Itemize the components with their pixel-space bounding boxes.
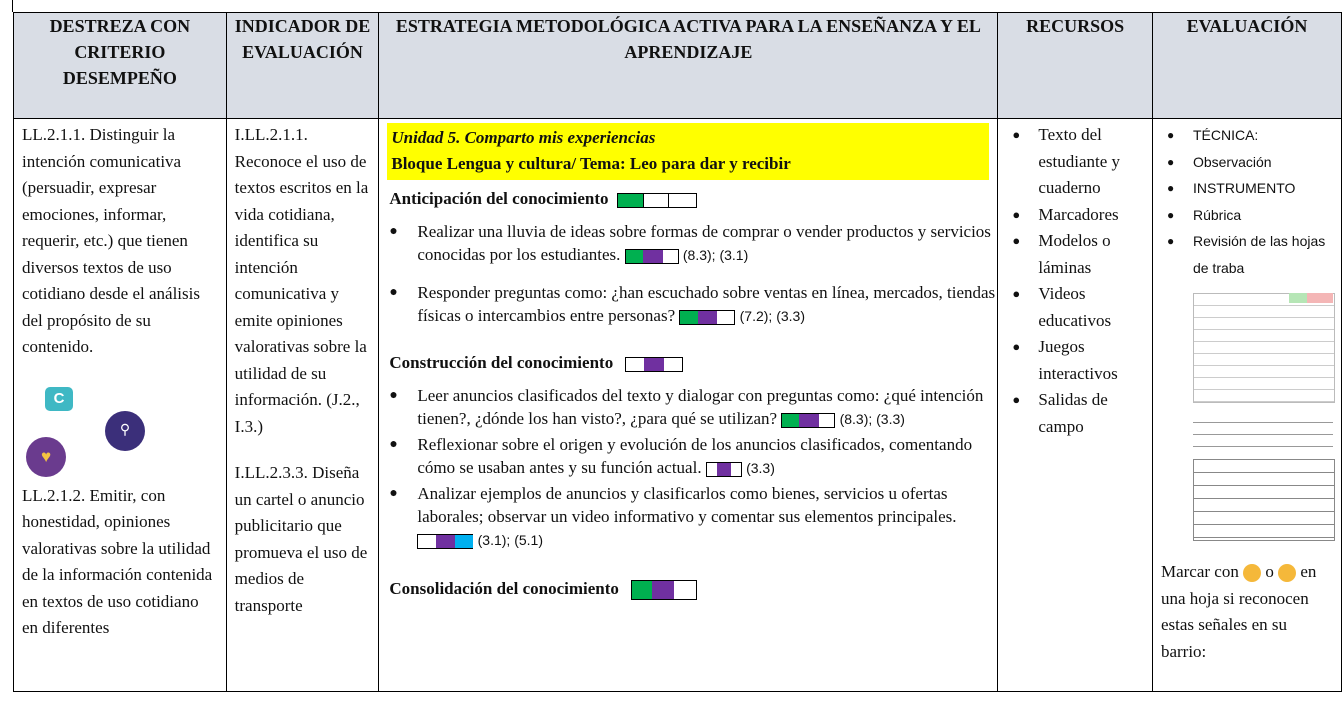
list-item: ● INSTRUMENTO — [1193, 175, 1333, 202]
c-logo-icon: C — [45, 387, 73, 411]
header-recursos: RECURSOS — [998, 13, 1153, 119]
anticipacion-heading — [389, 186, 997, 212]
indicador-p2: I.LL.2.3.3. Diseña un cartel o anuncio publicitario que promueva el uso de medios de transporte — [234, 463, 368, 615]
thumbs-down-icon — [1278, 564, 1296, 582]
progress-bar-icon — [706, 462, 742, 477]
consolidacion-heading — [389, 576, 997, 602]
list-item: ● Salidas de campo — [1038, 387, 1144, 440]
list-item: ● Responder preguntas como: ¿han escuchado sobre ventas en línea, mercados, tiendas físicas o intercambios entre personas? (7.2); (3.3) — [417, 281, 997, 328]
anticipacion-list — [379, 220, 997, 328]
list-item: ● Marcadores — [1038, 202, 1144, 229]
header-estrategia: ESTRATEGIA METODOLÓGICA ACTIVA PARA LA ENSEÑANZA Y EL APRENDIZAJE — [379, 13, 998, 119]
block-title: Bloque Lengua y cultura/ Tema: Leo para dar y recibir — [391, 154, 791, 173]
list-item: ● Videos educativos — [1038, 281, 1144, 334]
list-item: ● Rúbrica — [1193, 202, 1333, 229]
estrategia-cell — [379, 119, 998, 692]
evaluacion-cell — [1152, 119, 1341, 692]
destreza-p2: LL.2.1.2. Emitir, con honestidad, opiniones valorativas sobre la utilidad de la información contenida en textos de uso cotidiano en diferentes — [22, 485, 213, 637]
progress-bar-icon — [781, 413, 835, 428]
education-badge-icon: ♥ — [26, 437, 66, 477]
progress-bar-icon — [417, 534, 473, 549]
unit-banner — [387, 123, 989, 180]
indicador-cell — [226, 119, 379, 692]
construccion-label: Construcción del conocimiento — [389, 353, 614, 372]
destreza-cell — [14, 119, 227, 692]
rubric-thumbnail — [1193, 285, 1333, 543]
list-item: ● TÉCNICA: — [1193, 122, 1333, 149]
recursos-cell — [998, 119, 1153, 692]
recursos-list — [1006, 122, 1144, 440]
list-item: ● Juegos interactivos — [1038, 334, 1144, 387]
marcar-text: Marcar con o en una hoja si reconocen estas señales en su barrio: — [1160, 562, 1317, 661]
header-evaluacion: EVALUACIÓN — [1152, 13, 1341, 119]
indicador-p1: I.LL.2.1.1. Reconoce el uso de textos escritos en la vida cotidiana, identifica su intención comunicativa y emite opiniones valorativas sobre la utilidad de su información. (J.2., I.3.) — [234, 125, 369, 436]
consolidacion-label: Consolidación del conocimiento — [389, 579, 619, 598]
list-item: ● Texto del estudiante y cuaderno — [1038, 122, 1144, 202]
header-row — [14, 13, 1342, 119]
header-destreza: DESTREZA CON CRITERIO DESEMPEÑO — [14, 13, 227, 119]
list-item: ● Revisión de las hojas de traba — [1193, 228, 1333, 281]
evaluacion-list — [1161, 122, 1333, 281]
progress-bar-icon — [625, 357, 683, 372]
content-row — [14, 119, 1342, 692]
progress-bar-icon — [631, 580, 697, 600]
header-indicador: INDICADOR DE EVALUACIÓN — [226, 13, 379, 119]
thumbs-up-icon — [1243, 564, 1261, 582]
progress-bar-icon — [679, 310, 735, 325]
construccion-heading — [389, 350, 997, 376]
destreza-p1: LL.2.1.1. Distinguir la intención comunicativa (persuadir, expresar emociones, informar, requerir, etc.) que tienen diversos textos de uso cotidiano desde el análisis del propósito de su contenido. — [22, 125, 200, 356]
planning-table — [13, 12, 1342, 692]
list-item: ● Observación — [1193, 149, 1333, 176]
page-edge — [12, 0, 1342, 12]
progress-bar-icon — [617, 193, 697, 208]
anticipacion-label: Anticipación del conocimiento — [389, 189, 609, 208]
list-item: ● Realizar una lluvia de ideas sobre formas de comprar o vender productos y servicios conocidas por los estudiantes. (8.3); (3.1) — [417, 220, 997, 267]
construccion-list — [379, 384, 997, 552]
list-item: ● Analizar ejemplos de anuncios y clasificarlos como bienes, servicios u ofertas laborales; observar un video informativo y comentar sus elementos principales. (3.1); (5.1) — [417, 482, 997, 552]
bicycle-badge-icon: ⚲ — [105, 411, 145, 451]
unit-title: Unidad 5. Comparto mis experiencias — [391, 128, 656, 147]
badges-area — [22, 371, 218, 483]
list-item: ● Leer anuncios clasificados del texto y dialogar con preguntas como: ¿qué intención tienen?, ¿dónde los han visto?, ¿para qué se utilizan? (8.3); (3.3) — [417, 384, 997, 431]
progress-bar-icon — [625, 249, 679, 264]
list-item: ● Reflexionar sobre el origen y evolución de los anuncios clasificados, comentando cómo se usaban antes y su función actual. (3.3) — [417, 433, 997, 480]
list-item: ● Modelos o láminas — [1038, 228, 1144, 281]
